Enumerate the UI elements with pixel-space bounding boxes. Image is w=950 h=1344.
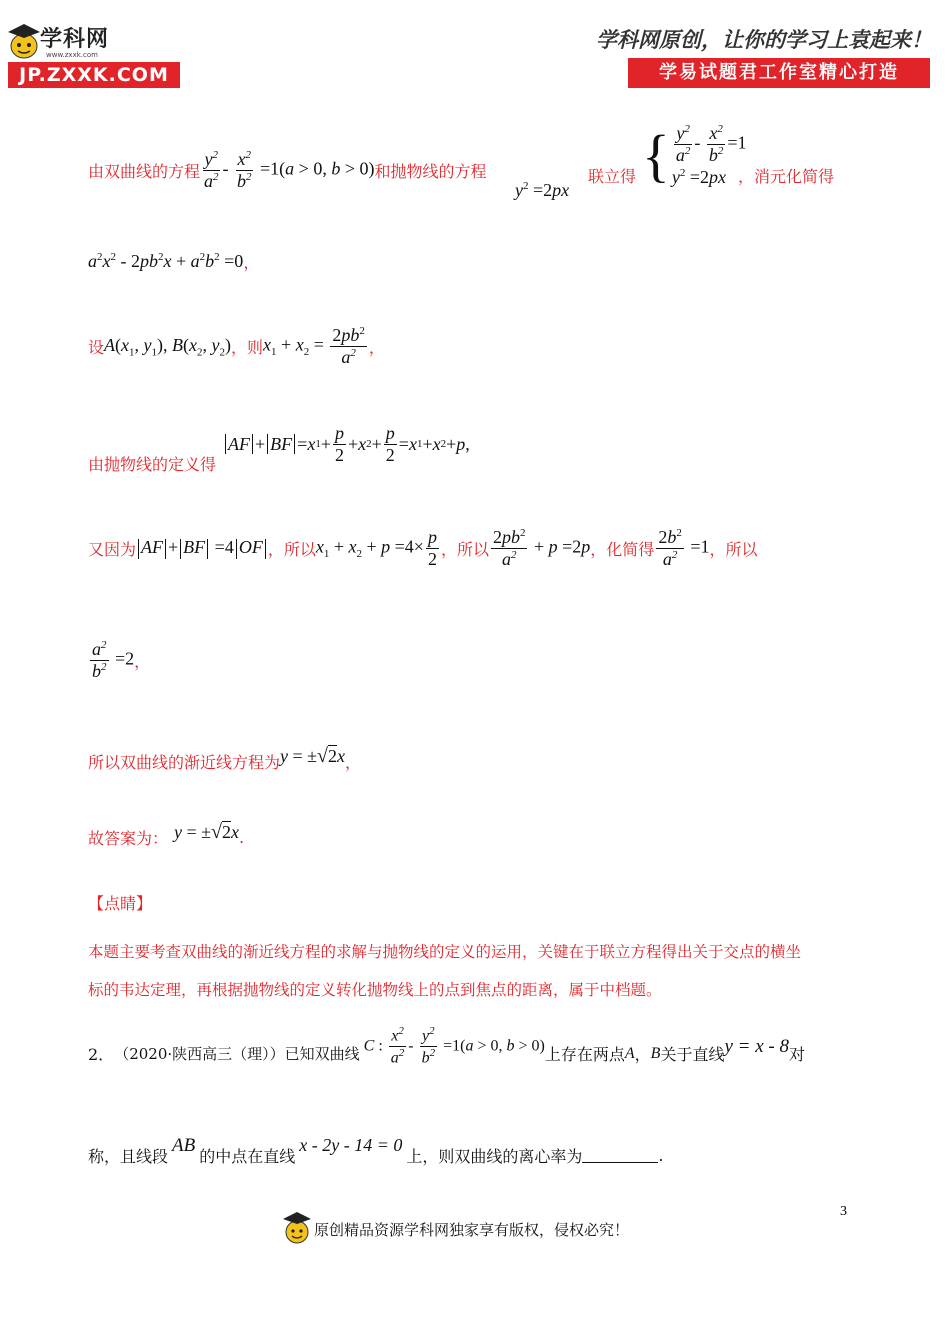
text: 对 [788,1045,805,1065]
footer-copyright: 原创精品资源学科网独家享有版权，侵权必究！ [314,1220,630,1239]
text: . [658,1146,664,1165]
text: 所以双曲线的渐近线方程为 [88,753,281,772]
text: 由抛物线的定义得 [88,455,217,474]
solution-line-3: 设 $A(x_1$, $y_1$), $B(x_2$, $y_2$) ，则 $x_1 + x_2$ = $\frac{2pb^2}{a^2}$ ， [88,325,385,367]
dianjing-text-1: 本题主要考查双曲线的渐近线方程的求解与抛物线的定义的运用，关键在于联立方程得出关于交点的横坐 [88,943,802,961]
solution-line-2: $a^2x^2 - 2pb^2x + a^2b^2 =0$ ， [88,251,260,272]
focal-distance-equation: AF + BF = x 1 + $\frac{p}{2}$ + x 2 + $\frac{p}{2}$ = x 1 + x 2 + p , [223,424,470,465]
text: ，所以 [709,539,758,559]
text: 由双曲线的方程 [88,161,201,181]
text: ， [634,1045,651,1065]
answer-line: 故答案为： y = ±√2x . [88,821,245,848]
text: . [239,828,245,847]
text: 上存在两点 [544,1045,625,1065]
segment-label: AB [172,1134,196,1156]
logo-text: 学科网 [40,27,110,52]
solution-line-1 [88,150,487,191]
dianjing-text-2: 标的韦达定理，再根据抛物线的定义转化抛物线上的点到焦点的距离，属于中档题。 [88,981,662,999]
solution-line-6: $\frac{a^2}{b^2}$ =2 ， [92,639,151,681]
system-of-equations: { $\frac{y^2}{a^2}$ - $\frac{x^2}{b^2}$ =1 $y^2 =2px$ [642,122,747,188]
text: ，消元化简得 [738,167,835,186]
text: ， [368,337,385,357]
text: 的中点在直线 [199,1147,296,1166]
hyperbola-equation: $\frac{y^2}{a^2}$ - $\frac{x^2}{b^2}$ =1(a > 0, b > 0) [204,149,375,191]
text: B [650,1044,661,1062]
text: 设 [88,337,105,357]
text: 称，且线段 [88,1147,169,1166]
text: ，则 [231,337,264,357]
text: ，所以 [267,539,316,559]
text: 上，则双曲线的离心率为 [406,1147,583,1166]
site-logo [6,18,181,90]
dianjing-label: 【点睛】 [88,894,153,913]
line-equation: x - 2y - 14 = 0 [299,1135,403,1155]
question-2-line-1: 2． （2020·陕西高三（理））已知双曲线 C : $\frac{x^2}{a^2}$ - $\frac{y^2}{b^2}$ =1(a > 0, b > 0) 上存在两点 A ， B 关于直线 y = x - 8 对 [88,1025,805,1067]
text: A [624,1044,635,1062]
text: 故答案为： [88,829,169,848]
logo-url-banner: JP.ZXXK.COM [8,62,180,88]
footer [282,1210,629,1248]
answer-blank [582,1148,658,1163]
text: ， [134,651,151,671]
question-number: 2． [88,1045,115,1065]
parabola-equation: $y^2 =2px$ [515,180,570,200]
line-equation: y = x - 8 [724,1035,789,1057]
solution-line-7: 所以双曲线的渐近线方程为 y = ±√2x ， [88,745,362,772]
text: ，化简得 [590,539,655,559]
text: ， [243,253,260,272]
header-banner: 学易试题君工作室精心打造 [628,58,930,88]
solution-line-5: 又因为 AF + BF =4 OF ，所以 $x_1 + x_2 + p =4\times$ $\frac{p}{2}$ ，所以 $\frac{2pb^2}{a^2}$ + p =2p ，化简得 $\frac{2b^2}{a^2}$ =1 ，所以 [88,527,758,569]
text: 和抛物线的方程 [374,161,487,181]
text: ，所以 [440,539,489,559]
question-source: （2020·陕西高三（理））已知双曲线 [114,1045,360,1064]
mascot-icon [282,1210,312,1248]
page-number: 3 [840,1204,847,1219]
text: 关于直线 [660,1045,725,1065]
text: 又因为 [88,539,137,559]
text: 联立得 [588,167,637,186]
logo-sub-url: www.zxxk.com [46,51,98,59]
question-2-line-2 [88,1124,663,1167]
header-slogan: 学科网原创，让你的学习上袁起来！ [596,27,932,52]
text: ， [345,753,362,772]
